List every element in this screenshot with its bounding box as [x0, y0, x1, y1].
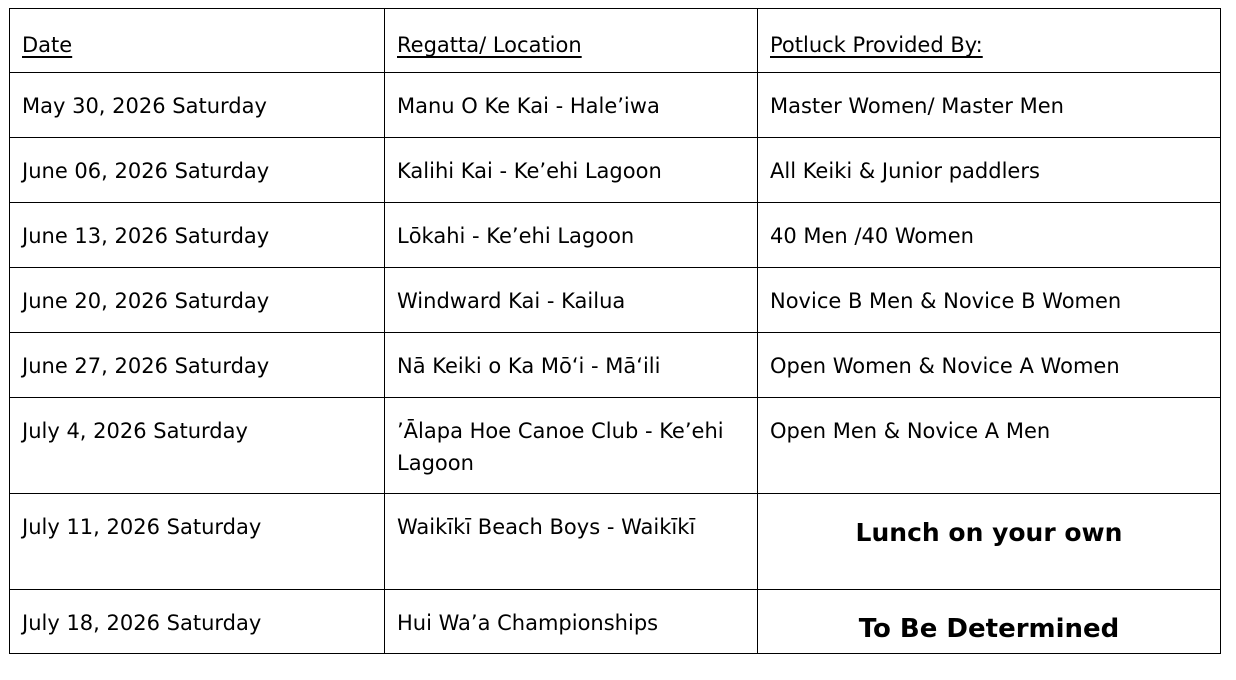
- potluck-cell: [758, 590, 1221, 654]
- regatta-cell: Windward Kai - Kailua: [385, 268, 758, 333]
- date-cell: July 11, 2026 Saturday: [10, 494, 385, 590]
- date-cell: May 30, 2026 Saturday: [10, 73, 385, 138]
- header-potluck: [758, 9, 1221, 73]
- regatta-cell: Manu O Ke Kai - Hale’iwa: [385, 73, 758, 138]
- regatta-cell: Hui Wa’a Championships: [385, 590, 758, 654]
- table-row: [10, 398, 1221, 494]
- header-date: [10, 9, 385, 73]
- date-cell: July 18, 2026 Saturday: [10, 590, 385, 654]
- potluck-note-lunch: Lunch on your own: [855, 518, 1123, 547]
- potluck-cell: Open Men & Novice A Men: [758, 398, 1221, 494]
- potluck-cell: [758, 494, 1221, 590]
- potluck-cell: Novice B Men & Novice B Women: [758, 268, 1221, 333]
- header-regatta: [385, 9, 758, 73]
- regatta-cell: Nā Keiki o Ka Mōʻi - Māʻili: [385, 333, 758, 398]
- header-potluck-label: Potluck Provided By:: [770, 33, 983, 57]
- date-cell: June 13, 2026 Saturday: [10, 203, 385, 268]
- table-row: [10, 203, 1221, 268]
- potluck-cell: All Keiki & Junior paddlers: [758, 138, 1221, 203]
- potluck-note-tbd: To Be Determined: [858, 614, 1120, 644]
- potluck-cell: Open Women & Novice A Women: [758, 333, 1221, 398]
- regatta-cell: ’Ālapa Hoe Canoe Club - Ke’ehi Lagoon: [385, 398, 758, 494]
- header-date-label: Date: [22, 33, 73, 57]
- date-cell: June 06, 2026 Saturday: [10, 138, 385, 203]
- date-cell: July 4, 2026 Saturday: [10, 398, 385, 494]
- regatta-cell: Kalihi Kai - Ke’ehi Lagoon: [385, 138, 758, 203]
- table-row: [10, 494, 1221, 590]
- table-row: [10, 590, 1221, 654]
- potluck-cell: Master Women/ Master Men: [758, 73, 1221, 138]
- potluck-cell: 40 Men /40 Women: [758, 203, 1221, 268]
- table-row: [10, 73, 1221, 138]
- regatta-cell: Waikīkī Beach Boys - Waikīkī: [385, 494, 758, 590]
- date-cell: June 27, 2026 Saturday: [10, 333, 385, 398]
- header-regatta-label: Regatta/ Location: [397, 33, 582, 57]
- date-cell: June 20, 2026 Saturday: [10, 268, 385, 333]
- table-row: [10, 333, 1221, 398]
- table-row: [10, 268, 1221, 333]
- regatta-schedule-table: [9, 8, 1221, 654]
- regatta-cell: Lōkahi - Ke’ehi Lagoon: [385, 203, 758, 268]
- table-row: [10, 138, 1221, 203]
- table-header-row: [10, 9, 1221, 73]
